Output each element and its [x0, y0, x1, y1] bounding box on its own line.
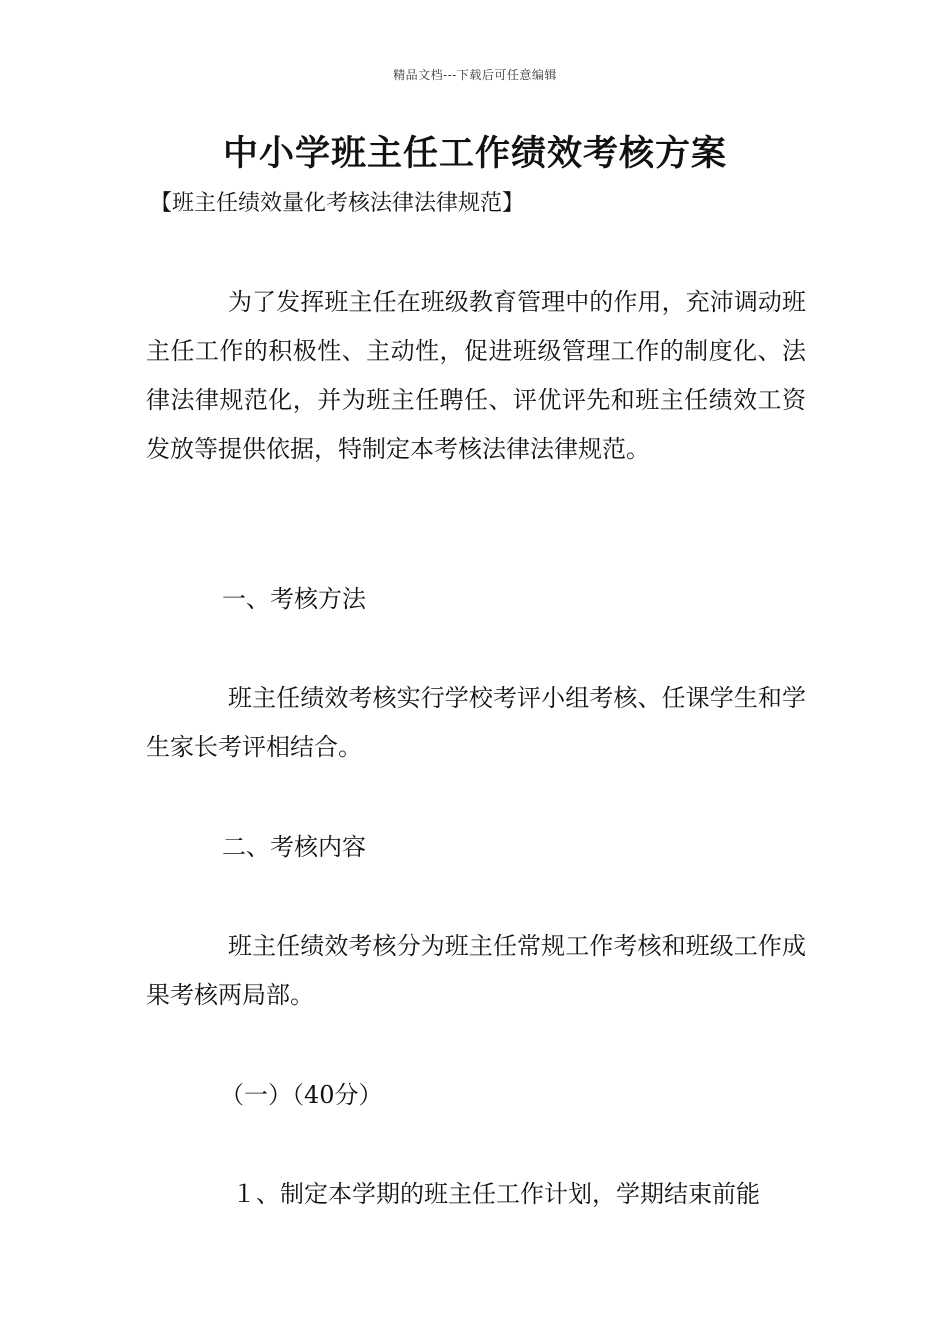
header-note: 精品文档---下载后可任意编辑: [393, 68, 557, 82]
intro-paragraph: 为了发挥班主任在班级教育管理中的作用，充沛调动班主任工作的积极性、主动性，促进班级管理工作的制度化、法律法律规范化，并为班主任聘任、评优评先和班主任绩效工资发放等提供依据，特制定本考核法律法律规范。: [146, 288, 806, 463]
section-heading-content: 二、考核内容: [222, 833, 366, 861]
document-subtitle: 【班主任绩效量化考核法律法律规范】: [150, 191, 525, 216]
subsection-heading: （一）（40分）: [220, 1081, 383, 1109]
content-paragraph: 班主任绩效考核分为班主任常规工作考核和班级工作成果考核两局部。: [146, 932, 806, 1009]
section-heading-methods: 一、考核方法: [222, 585, 366, 613]
item-paragraph: １、制定本学期的班主任工作计划，学期结束前能: [232, 1180, 760, 1208]
document-title: 中小学班主任工作绩效考核方案: [222, 134, 727, 174]
methods-paragraph: 班主任绩效考核实行学校考评小组考核、任课学生和学生家长考评相结合。: [146, 684, 806, 761]
